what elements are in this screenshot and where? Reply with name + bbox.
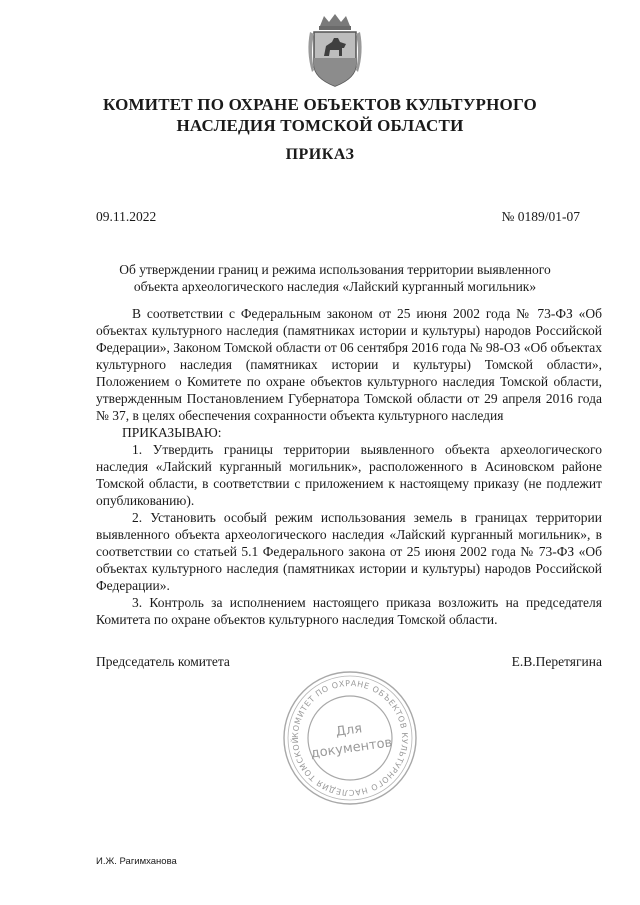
official-stamp (280, 668, 420, 808)
document-type: ПРИКАЗ (285, 146, 355, 163)
document-number: № 0189/01-07 (501, 209, 580, 224)
stamp-center-line1: Для (334, 721, 364, 740)
document-date: 09.11.2022 (96, 209, 157, 224)
executor-name: И.Ж. Рагимханова (96, 856, 177, 867)
document-subject (70, 261, 600, 295)
organization-title-line2: НАСЛЕДИЯ ТОМСКОЙ ОБЛАСТИ (176, 116, 464, 135)
preamble-paragraph: В соответствии с Федеральным законом от 25 июня 2002 года № 73-ФЗ «Об объектах культурного наследия (памятниках истории и культуры) народов Российской Федерации», Законом Томской области от 06 сентября 2016 года № 98-ОЗ «Об объектах культурного наследия (памятниках истории и культуры) Томской области», Положением о Комитете по охране объектов культурного наследия Томской области, утвержденным Постановлением Губернатора Томской области от 29 апреля 2016 года № 37, в целях обеспечения сохранности объекта культурного наследия (96, 306, 602, 423)
subject-line2: объекта археологического наследия «Лайский курганный могильник» (133, 279, 537, 294)
coat-of-arms-icon (304, 12, 366, 92)
order-item-1: 1. Утвердить границы территории выявленного объекта археологического наследия «Лайский курганный могильник», расположенного в Асиновском районе Томской области, в соответствии с приложением к настоящему приказу (не подлежит опубликованию). (96, 442, 602, 508)
order-item-2: 2. Установить особый режим использования земель в границах территории выявленного объекта археологического наследия «Лайский курганный могильник», в соответствии со статьей 5.1 Федерального закона от 25 июня 2002 года № 73-ФЗ «Об объектах культурного наследия (памятниках истории и культуры) народов Российской Федерации». (96, 510, 602, 593)
signatory-position: Председатель комитета (96, 654, 230, 669)
order-word: ПРИКАЗЫВАЮ: (122, 425, 222, 440)
organization-title-line1: КОМИТЕТ ПО ОХРАНЕ ОБЪЕКТОВ КУЛЬТУРНОГО (103, 95, 537, 114)
stamp-center-line2: документов (309, 735, 394, 762)
stamp-ring-text: КОМИТЕТ ПО ОХРАНЕ ОБЪЕКТОВ КУЛЬТУРНОГО НАСЛЕДИЯ ТОМСКОЙ (290, 678, 410, 798)
subject-line1: Об утверждении границ и режима использования территории выявленного (119, 262, 551, 277)
order-item-3: 3. Контроль за исполнением настоящего приказа возложить на председателя Комитета по охране объектов культурного наследия Томской области. (96, 595, 602, 627)
signatory-name: Е.В.Перетягина (511, 654, 602, 669)
organization-title (40, 94, 600, 136)
document-body (96, 305, 602, 628)
